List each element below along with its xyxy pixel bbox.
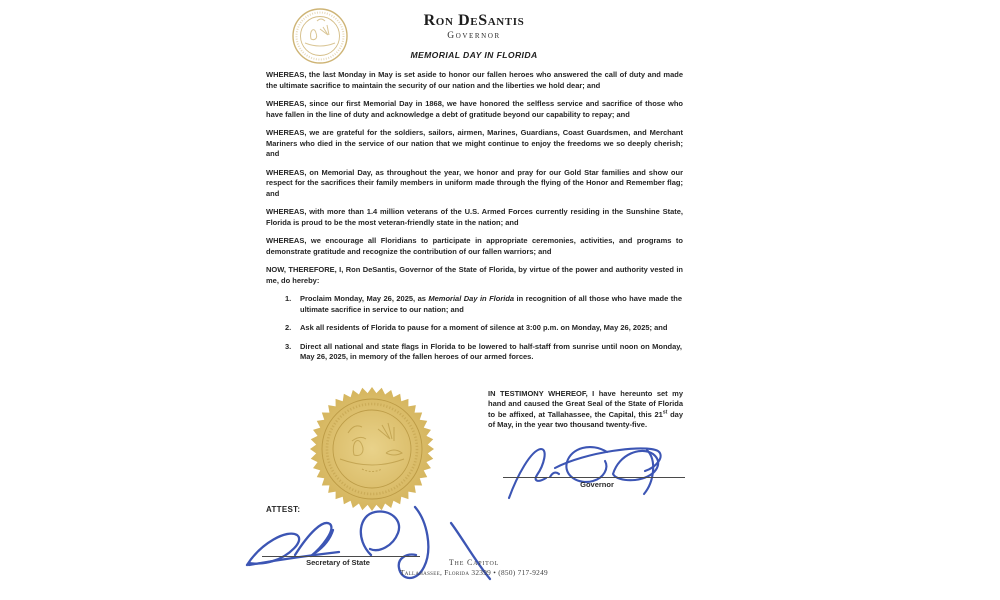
- item-text-pre: Ask all residents of Florida to pause for a moment of silence at 3:00 p.m. on Monday, May 26, 2025; and: [300, 323, 668, 332]
- item-text-post: in recognition of all those who have made the ultimate sacrifice in service to our nation; and: [300, 294, 683, 314]
- testimony-text-post: day of May, in the year two thousand twenty-five.: [488, 409, 683, 429]
- proclamation-item: [285, 294, 683, 315]
- testimony-text-pre: IN TESTIMONY WHEREOF, I have hereunto set my hand and caused the Great Seal of the State of Florida to be affixed, at Tallahassee, the Capital, this 21: [488, 389, 683, 419]
- proclamation-list: [266, 294, 683, 363]
- whereas-paragraph: WHEREAS, on Memorial Day, as throughout the year, we honor and pray for our Gold Star families and show our respect for the sacrifices their family members in uniform made through the flying of the Honor and Remember flag; and: [266, 167, 683, 198]
- whereas-paragraph: WHEREAS, with more than 1.4 million veterans of the U.S. Armed Forces currently residing in the Sunshine State, Florida is proud to be the most veteran-friendly state in the nation; and: [266, 207, 683, 227]
- item-text-pre: Proclaim Monday, May 26, 2025, as: [300, 294, 429, 303]
- governor-signature: [495, 438, 705, 502]
- proclamation-item: [285, 323, 683, 334]
- governor-name: Ron DeSantis: [423, 12, 525, 29]
- document-title: MEMORIAL DAY IN FLORIDA: [410, 50, 538, 60]
- item-number: 1.: [285, 294, 292, 303]
- governor-signature-line: [503, 477, 685, 478]
- gold-foil-seal-icon: [308, 385, 436, 513]
- governor-title: Governor: [447, 31, 501, 41]
- footer-address: Tallahassee, Florida 32399 • (850) 717-9249: [399, 568, 549, 577]
- footer: [374, 558, 574, 577]
- testimony-paragraph: [488, 389, 683, 430]
- proclamation-item: [285, 342, 683, 363]
- governor-signature-label: Governor: [580, 480, 614, 489]
- therefore-clause: NOW, THEREFORE, I, Ron DeSantis, Governor of the State of Florida, by virtue of the power and authority vested in me, do hereby:: [266, 265, 683, 285]
- whereas-paragraph: WHEREAS, we are grateful for the soldiers, sailors, airmen, Marines, Guardians, Coast Guardsmen, and Merchant Mariners who died in the service of our nation that we might continue to enjoy the freedoms we so deeply cherish; and: [266, 128, 683, 158]
- secretary-signature-line: [262, 556, 420, 557]
- item-number: 3.: [285, 341, 292, 351]
- item-text: [300, 342, 682, 363]
- whereas-paragraph: WHEREAS, since our first Memorial Day in 1868, we have honored the selfless service and sacrifice of those who have fallen in the line of duty and acknowledge a debt of gratitude beyond our capability to repay; and: [266, 99, 683, 119]
- item-text-italic: Memorial Day in Florida: [428, 294, 515, 303]
- secretary-signature-label: Secretary of State: [306, 558, 370, 567]
- footer-capitol: The Capitol: [448, 558, 500, 567]
- proclamation-body: [266, 70, 683, 371]
- testimony-ordinal-suffix: st: [662, 409, 668, 416]
- whereas-paragraph: WHEREAS, we encourage all Floridians to participate in appropriate ceremonies, activities, and programs to demonstrate gratitude and recognize the contribution of our fallen warriors; and: [266, 236, 683, 256]
- item-text: [300, 294, 682, 315]
- attest-label: ATTEST:: [266, 505, 301, 514]
- whereas-paragraph: WHEREAS, the last Monday in May is set aside to honor our fallen heroes who answered the call of duty and made the ultimate sacrifice to maintain the security of our nation and the liberties we hold dear; and: [266, 70, 683, 90]
- item-text-pre: Direct all national and state flags in Florida to be lowered to half-staff from sunrise until noon on Monday, May 26, 2025, in memory of the fallen heroes of our armed forces.: [300, 341, 682, 361]
- item-number: 2.: [285, 323, 292, 332]
- item-text: [300, 323, 682, 334]
